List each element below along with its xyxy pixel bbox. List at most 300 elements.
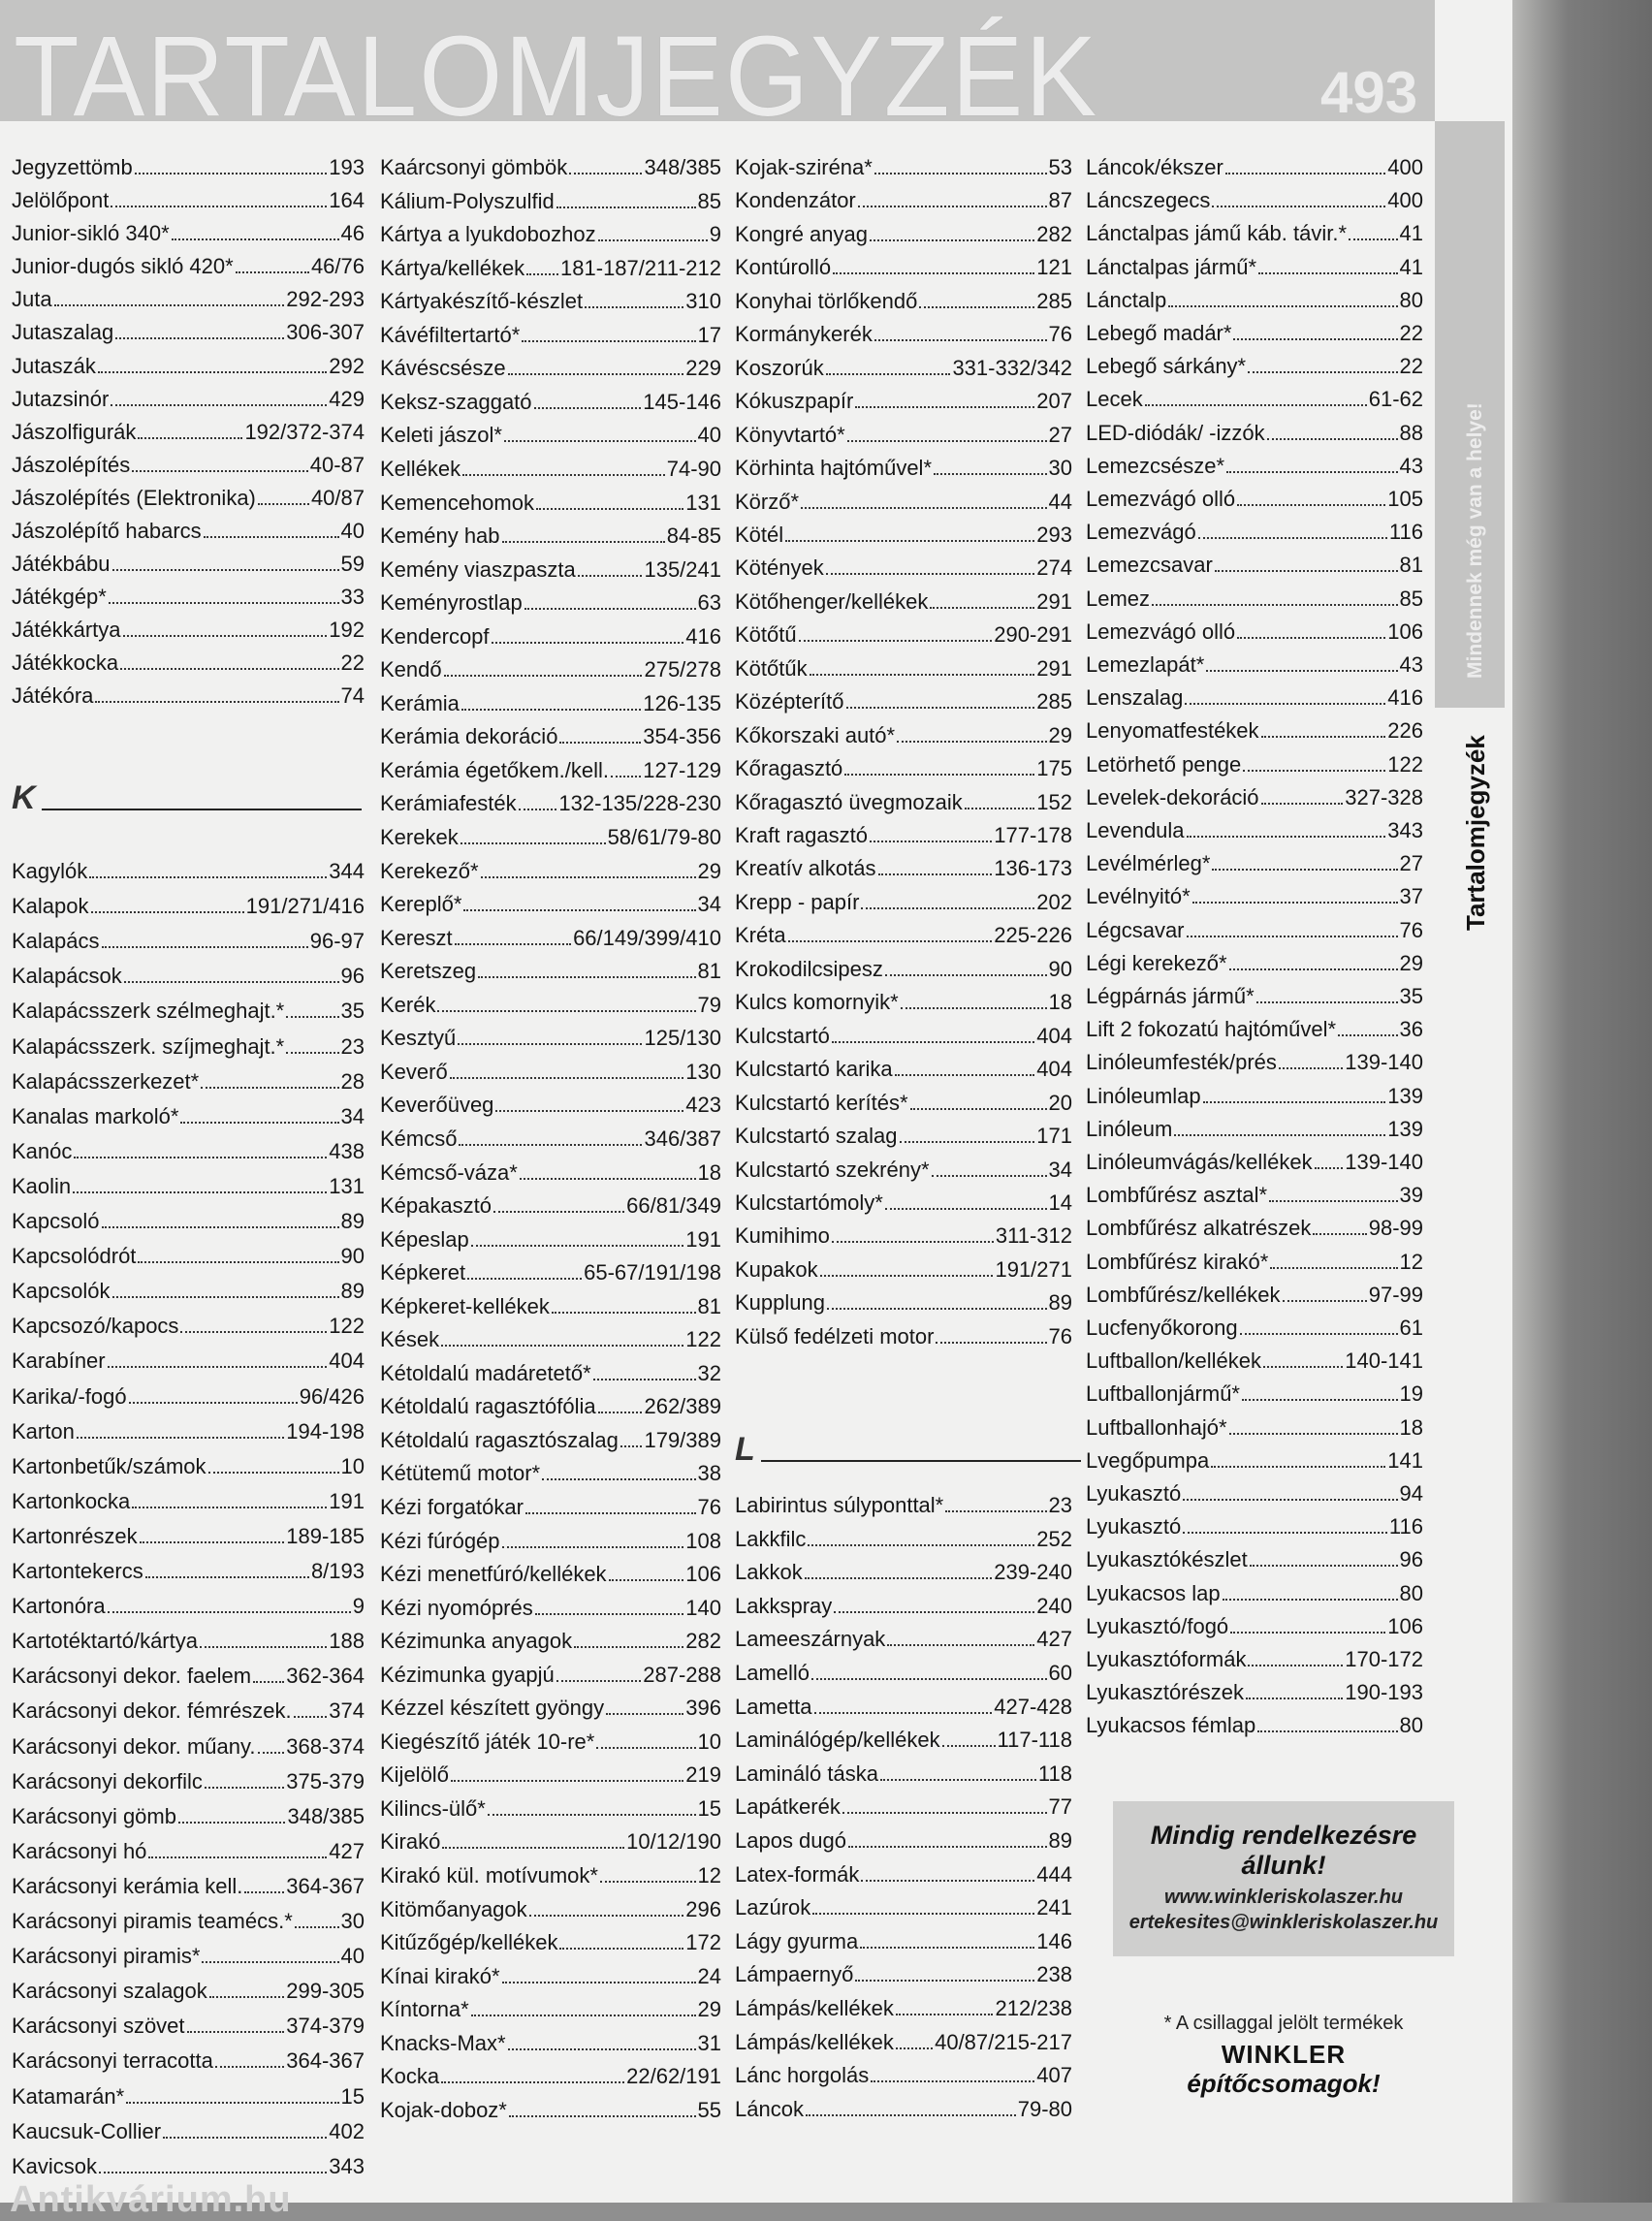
index-entry — [380, 356, 721, 385]
index-entry — [12, 1839, 365, 1868]
index-entry — [12, 1698, 365, 1728]
index-entry — [380, 457, 721, 486]
entry-term: Képeslap — [380, 1227, 469, 1252]
dot-leader — [810, 674, 1035, 676]
index-entry — [12, 320, 365, 349]
entry-page: 106 — [1387, 1614, 1423, 1638]
index-entry — [12, 2014, 365, 2043]
index-entry — [735, 1290, 1072, 1319]
entry-page: 88 — [1399, 421, 1423, 445]
entry-term: Jászolépítés — [12, 453, 131, 477]
dot-leader — [932, 1175, 1047, 1177]
index-entry — [735, 155, 1072, 184]
entry-term: Kemény hab — [380, 524, 500, 548]
entry-page: 343 — [329, 2154, 365, 2178]
entry-term: Lyukasztó — [1086, 1514, 1182, 1539]
entry-page: 55 — [697, 2098, 721, 2122]
index-entry — [1086, 1547, 1423, 1576]
index-entry — [735, 2097, 1072, 2126]
entry-term: Karácsonyi kerámia kell. — [12, 1874, 243, 1898]
index-entry — [735, 1728, 1072, 1757]
entry-term: Lámpás/kellékek — [735, 2030, 894, 2054]
dot-leader — [965, 808, 1034, 809]
dot-leader — [788, 940, 993, 942]
email-link[interactable]: ertekesites@winkleriskolaszer.hu — [1128, 1912, 1439, 1933]
dot-leader — [559, 742, 641, 744]
index-entry — [735, 1594, 1072, 1623]
index-entry — [12, 1874, 365, 1903]
index-entry — [380, 1762, 721, 1792]
index-entry — [1086, 1581, 1423, 1610]
index-entry — [735, 723, 1072, 752]
index-entry — [380, 1361, 721, 1390]
contact-box — [1113, 1801, 1454, 1956]
entry-page: 402 — [329, 2119, 365, 2143]
index-entry — [735, 756, 1072, 785]
index-entry — [735, 790, 1072, 819]
entry-term: Lakkspray — [735, 1594, 833, 1618]
index-entry — [380, 892, 721, 921]
index-entry — [12, 618, 365, 647]
entry-term: Lameeszárnyak — [735, 1627, 886, 1651]
dot-leader — [112, 569, 339, 571]
dot-leader — [1203, 1101, 1386, 1103]
index-entry — [380, 959, 721, 988]
index-entry — [12, 2048, 365, 2078]
entry-page: 239-240 — [994, 1560, 1072, 1584]
index-entry — [1086, 884, 1423, 913]
entry-term: Karácsonyi piramis* — [12, 1944, 201, 1968]
index-entry — [1086, 1381, 1423, 1411]
entry-page: 275/278 — [644, 657, 721, 682]
entry-term: Lombfűrész/kellékek — [1086, 1283, 1281, 1307]
contact-title: Mindig rendelkezésre állunk! — [1150, 1821, 1417, 1880]
index-entry — [12, 1034, 365, 1063]
entry-term: Kézimunka anyagok — [380, 1629, 573, 1653]
entry-page: 81 — [697, 959, 721, 983]
dot-leader — [806, 2114, 1016, 2116]
index-entry — [380, 1629, 721, 1658]
dot-leader — [1211, 1466, 1385, 1468]
index-entry — [1086, 752, 1423, 781]
entry-term: Kapcsozó/kapocs — [12, 1314, 179, 1338]
entry-page: 8/193 — [310, 1559, 365, 1583]
entry-term: Kíntorna* — [380, 1997, 469, 2021]
dot-leader — [805, 1577, 993, 1579]
index-entry — [735, 1661, 1072, 1690]
header-banner — [0, 0, 1435, 121]
entry-page: 139-140 — [1345, 1050, 1423, 1074]
entry-term: Kartonóra — [12, 1594, 106, 1618]
dot-leader — [73, 1191, 327, 1193]
entry-page: 125/130 — [644, 1026, 721, 1050]
entry-term: Külső fedélzeti motor — [735, 1324, 935, 1348]
index-entry — [380, 289, 721, 318]
entry-term: Lánc horgolás — [735, 2063, 870, 2087]
dot-leader — [244, 1891, 284, 1893]
entry-page: 117-118 — [997, 1728, 1072, 1752]
dot-leader — [1248, 371, 1397, 373]
entry-page: 194-198 — [286, 1419, 365, 1444]
entry-term: Kávéscsésze — [380, 356, 506, 380]
entry-page: 96 — [340, 964, 365, 988]
entry-term: Kézi menetfúró/kellékek — [380, 1562, 607, 1586]
dot-leader — [462, 474, 665, 476]
index-entry — [380, 926, 721, 955]
index-entry — [380, 1227, 721, 1256]
index-entry — [12, 1069, 365, 1098]
entry-page: 43 — [1399, 454, 1423, 478]
index-entry — [735, 1996, 1072, 2025]
dot-leader — [163, 2137, 327, 2139]
index-entry — [1086, 1084, 1423, 1113]
entry-term: Luftballonjármű* — [1086, 1381, 1240, 1406]
section-letter: L — [735, 1431, 755, 1468]
entry-page: 354-356 — [643, 724, 721, 748]
dot-leader — [91, 911, 244, 913]
dot-leader — [132, 1507, 327, 1508]
entry-page: 368-374 — [286, 1734, 365, 1759]
dot-leader — [846, 707, 1035, 709]
entry-page: 22 — [340, 650, 365, 675]
entry-term: Kötél — [735, 523, 784, 547]
dot-leader — [442, 1847, 624, 1849]
entry-page: 12 — [1399, 1250, 1423, 1274]
dot-leader — [1145, 404, 1367, 406]
entry-page: 98-99 — [1368, 1216, 1423, 1240]
dot-leader — [1233, 338, 1397, 340]
entry-page: 41 — [1399, 221, 1423, 245]
dot-leader — [74, 1157, 327, 1158]
entry-term: Könyvtartó* — [735, 423, 845, 447]
entry-term: Knacks-Max* — [380, 2031, 506, 2055]
entry-term: Krokodilcsipesz — [735, 957, 883, 981]
entry-page: 35 — [340, 999, 365, 1023]
dot-leader — [467, 1278, 582, 1280]
entry-page: 74-90 — [666, 457, 721, 481]
entry-term: Lamináló táska — [735, 1761, 878, 1786]
entry-term: Kerekek — [380, 825, 459, 849]
entry-term: Lvegőpumpa — [1086, 1448, 1210, 1473]
entry-term: Kongré anyag — [735, 222, 868, 246]
section-heading — [735, 1433, 1081, 1466]
dot-leader — [1269, 1200, 1397, 1202]
dot-leader — [799, 640, 993, 642]
dot-leader — [834, 1611, 1034, 1613]
entry-term: Kulcstartó szalag — [735, 1124, 898, 1148]
entry-term: Kalapok — [12, 894, 89, 918]
index-entry — [380, 2064, 721, 2093]
entry-term: Kötőtű — [735, 622, 797, 647]
page-edge — [1512, 0, 1652, 2203]
entry-term: Kávéfiltertartó* — [380, 323, 521, 347]
dot-leader — [461, 842, 606, 844]
entry-term: Lombfűrész kirakó* — [1086, 1250, 1269, 1274]
entry-page: 423 — [685, 1093, 721, 1117]
dot-leader — [123, 635, 328, 637]
entry-page: 85 — [697, 189, 721, 213]
index-entry — [12, 1454, 365, 1483]
dot-leader — [832, 1041, 1034, 1043]
dot-leader — [145, 1576, 309, 1578]
index-entry — [12, 1979, 365, 2008]
index-entry — [735, 990, 1072, 1019]
index-entry — [12, 1909, 365, 1938]
dot-leader — [870, 841, 992, 842]
entry-term: Katamarán* — [12, 2084, 125, 2109]
dot-leader — [492, 642, 684, 644]
index-entry — [1086, 421, 1423, 450]
index-entry — [1086, 520, 1423, 549]
entry-term: Lapátkerék — [735, 1794, 841, 1819]
index-entry — [380, 1461, 721, 1490]
entry-page: 192/372-374 — [244, 420, 365, 444]
entry-page: 74 — [340, 683, 365, 708]
dot-leader — [552, 1312, 696, 1314]
entry-term: Kagylók — [12, 859, 88, 883]
dot-leader — [481, 876, 696, 878]
entry-term: Légpárnás jármű* — [1086, 984, 1255, 1008]
index-entry — [12, 254, 365, 283]
dot-leader — [1313, 1233, 1366, 1235]
entry-page: 343 — [1387, 818, 1423, 842]
index-entry — [12, 1804, 365, 1833]
entry-page: 172 — [685, 1930, 721, 1954]
dot-leader — [880, 1779, 1036, 1781]
index-entry — [12, 188, 365, 217]
index-entry — [735, 1828, 1072, 1857]
index-entry — [735, 656, 1072, 685]
entry-term: Jutaszák — [12, 354, 96, 378]
entry-term: Karácsonyi dekor. faelem — [12, 1664, 252, 1688]
entry-term: Lámpaernyő — [735, 1962, 854, 1986]
entry-page: 53 — [1048, 155, 1072, 179]
entry-term: Kézimunka gyapjú — [380, 1663, 555, 1687]
index-entry — [380, 491, 721, 520]
entry-page: 364-367 — [286, 2048, 365, 2073]
entry-term: Kalapács — [12, 929, 100, 953]
dot-leader — [132, 470, 307, 472]
entry-page: 18 — [1048, 990, 1072, 1014]
entry-page: 139 — [1387, 1084, 1423, 1108]
entry-page: 136-173 — [994, 856, 1072, 880]
entry-page: 58/61/79-80 — [607, 825, 721, 849]
dot-leader — [887, 1644, 1034, 1646]
entry-page: 444 — [1036, 1862, 1072, 1887]
dot-leader — [258, 503, 309, 505]
dot-leader — [934, 473, 1047, 475]
dot-leader — [200, 1646, 327, 1648]
entry-term: Lemez — [1086, 587, 1151, 611]
dot-leader — [942, 1745, 996, 1747]
entry-term: Kötények — [735, 555, 824, 580]
dot-leader — [1212, 869, 1397, 871]
entry-page: 374 — [329, 1698, 365, 1723]
dot-leader — [201, 1087, 338, 1089]
entry-term: Kiegészítő játék 10-re* — [380, 1729, 595, 1754]
entry-page: 131 — [685, 491, 721, 515]
entry-page: 10 — [340, 1454, 365, 1478]
entry-term: Kulcstartó kerítés* — [735, 1091, 908, 1115]
entry-term: Kapcsoló — [12, 1209, 100, 1233]
entry-page: 344 — [329, 859, 365, 883]
dot-leader — [900, 1141, 1035, 1143]
entry-page: 177-178 — [994, 823, 1072, 847]
entry-term: Linóleumfesték/prés — [1086, 1050, 1277, 1074]
entry-page: 212/238 — [995, 1996, 1072, 2020]
dot-leader — [1250, 1565, 1398, 1567]
dot-leader — [812, 1913, 1034, 1915]
dot-leader — [204, 536, 339, 538]
index-entry — [1086, 785, 1423, 814]
entry-page: 66/149/399/410 — [573, 926, 721, 950]
index-entry — [380, 1327, 721, 1356]
entry-page: 290-291 — [994, 622, 1072, 647]
entry-term: Karácsonyi hó — [12, 1839, 147, 1863]
index-entry — [12, 1139, 365, 1168]
index-entry — [380, 1060, 721, 1089]
dot-leader — [180, 1122, 338, 1124]
entry-term: Kendő — [380, 657, 442, 682]
index-entry — [12, 1559, 365, 1588]
entry-page: 192 — [329, 618, 365, 642]
entry-page: 122 — [329, 1314, 365, 1338]
index-entry — [12, 929, 365, 958]
entry-term: Kézi forgatókar — [380, 1495, 524, 1519]
index-entry — [380, 825, 721, 854]
index-entry — [735, 1223, 1072, 1253]
dot-leader — [598, 239, 708, 241]
entry-page: 79 — [697, 993, 721, 1017]
entry-page: 76 — [1048, 322, 1072, 346]
entry-page: 96 — [1399, 1547, 1423, 1571]
index-entry — [735, 289, 1072, 318]
dot-leader — [598, 1412, 643, 1413]
dot-leader — [102, 946, 308, 948]
dot-leader — [1242, 1399, 1398, 1401]
entry-term: Kupakok — [735, 1257, 818, 1282]
index-entry — [380, 624, 721, 653]
entry-page: 84-85 — [666, 524, 721, 548]
entry-term: Kirakó — [380, 1829, 441, 1854]
index-entry — [1086, 354, 1423, 383]
entry-page: 135/241 — [644, 557, 721, 582]
entry-term: Karácsonyi dekor. fémrészek. — [12, 1698, 292, 1723]
dot-leader — [180, 1331, 327, 1333]
entry-page: 80 — [1399, 288, 1423, 312]
entry-page: 127-129 — [643, 758, 721, 782]
entry-page: 291 — [1036, 589, 1072, 614]
entry-term: Kereplő* — [380, 892, 462, 916]
entry-page: 241 — [1036, 1895, 1072, 1920]
index-entry — [380, 1026, 721, 1055]
entry-term: Kavicsok — [12, 2154, 98, 2178]
index-entry — [12, 420, 365, 449]
dot-leader — [556, 206, 696, 208]
entry-page: 310 — [685, 289, 721, 313]
entry-term: Képakasztó — [380, 1193, 492, 1218]
entry-term: Jászolfigurák — [12, 420, 137, 444]
entry-term: Kétoldalú ragasztószalag — [380, 1428, 619, 1452]
dot-leader — [1215, 570, 1398, 572]
entry-term: Kartotéktartó/kártya — [12, 1629, 198, 1653]
dot-leader — [236, 271, 309, 273]
entry-term: Lebegő madár* — [1086, 321, 1232, 345]
entry-page: 130 — [685, 1060, 721, 1084]
index-entry — [735, 222, 1072, 251]
entry-page: 29 — [697, 859, 721, 883]
entry-page: 28 — [340, 1069, 365, 1094]
entry-term: Lapos dugó — [735, 1828, 846, 1853]
index-entry — [380, 1930, 721, 1959]
dot-leader — [502, 1546, 684, 1548]
entry-term: Kerámia — [380, 691, 460, 715]
index-entry — [12, 2119, 365, 2148]
entry-term: Kanóc — [12, 1139, 73, 1163]
entry-page: 438 — [329, 1139, 365, 1163]
entry-page: 38 — [697, 1461, 721, 1485]
index-entry — [1086, 1150, 1423, 1179]
dot-leader — [126, 2102, 338, 2104]
entry-page: 77 — [1048, 1794, 1072, 1819]
dot-leader — [1237, 504, 1385, 506]
entry-page: 191/271 — [995, 1257, 1072, 1282]
dot-leader — [1152, 604, 1397, 606]
brand-name: WINKLER — [1221, 2040, 1347, 2069]
entry-page: 96/426 — [299, 1384, 365, 1409]
entry-term: Kézi fúrógép — [380, 1529, 500, 1553]
entry-term: Képkeret — [380, 1260, 466, 1285]
entry-term: Kétoldalú ragasztófólia — [380, 1394, 596, 1418]
index-entry — [380, 1294, 721, 1323]
dot-leader — [1258, 272, 1397, 274]
dot-leader — [111, 404, 327, 406]
entry-page: 362-364 — [286, 1664, 365, 1688]
dot-leader — [833, 272, 1034, 274]
index-entry — [1086, 685, 1423, 714]
index-entry — [735, 1962, 1072, 1991]
dot-leader — [1230, 1632, 1385, 1634]
index-entry — [1086, 652, 1423, 682]
entry-term: Kalapácsszerk szélmeghajt.* — [12, 999, 285, 1023]
dot-leader — [897, 741, 1046, 743]
entry-page: 427 — [1036, 1627, 1072, 1651]
entry-page: 229 — [685, 356, 721, 380]
entry-page: 116 — [1388, 520, 1423, 544]
entry-page: 17 — [697, 323, 721, 347]
index-entry — [735, 1761, 1072, 1791]
entry-term: Lebegő sárkány* — [1086, 354, 1247, 378]
entry-page: 299-305 — [286, 1979, 365, 2003]
index-entry — [1086, 718, 1423, 747]
index-entry — [12, 354, 365, 383]
index-entry — [12, 1174, 365, 1203]
dot-leader — [896, 2014, 994, 2015]
entry-page: 10 — [697, 1729, 721, 1754]
dot-leader — [542, 1478, 695, 1480]
entry-term: Körhinta hajtóművel* — [735, 456, 933, 480]
dot-leader — [855, 406, 1034, 408]
entry-term: Lakkok — [735, 1560, 803, 1584]
website-link[interactable]: www.winkleriskolaszer.hu — [1163, 1887, 1403, 1908]
entry-term: Levélnyitó* — [1086, 884, 1191, 908]
dot-leader — [1198, 537, 1387, 539]
entry-term: Kilincs-ülő* — [380, 1796, 486, 1821]
entry-term: Kőragasztó — [735, 756, 843, 780]
dot-leader — [504, 440, 696, 442]
index-entry — [735, 1091, 1072, 1120]
entry-page: 63 — [697, 590, 721, 615]
